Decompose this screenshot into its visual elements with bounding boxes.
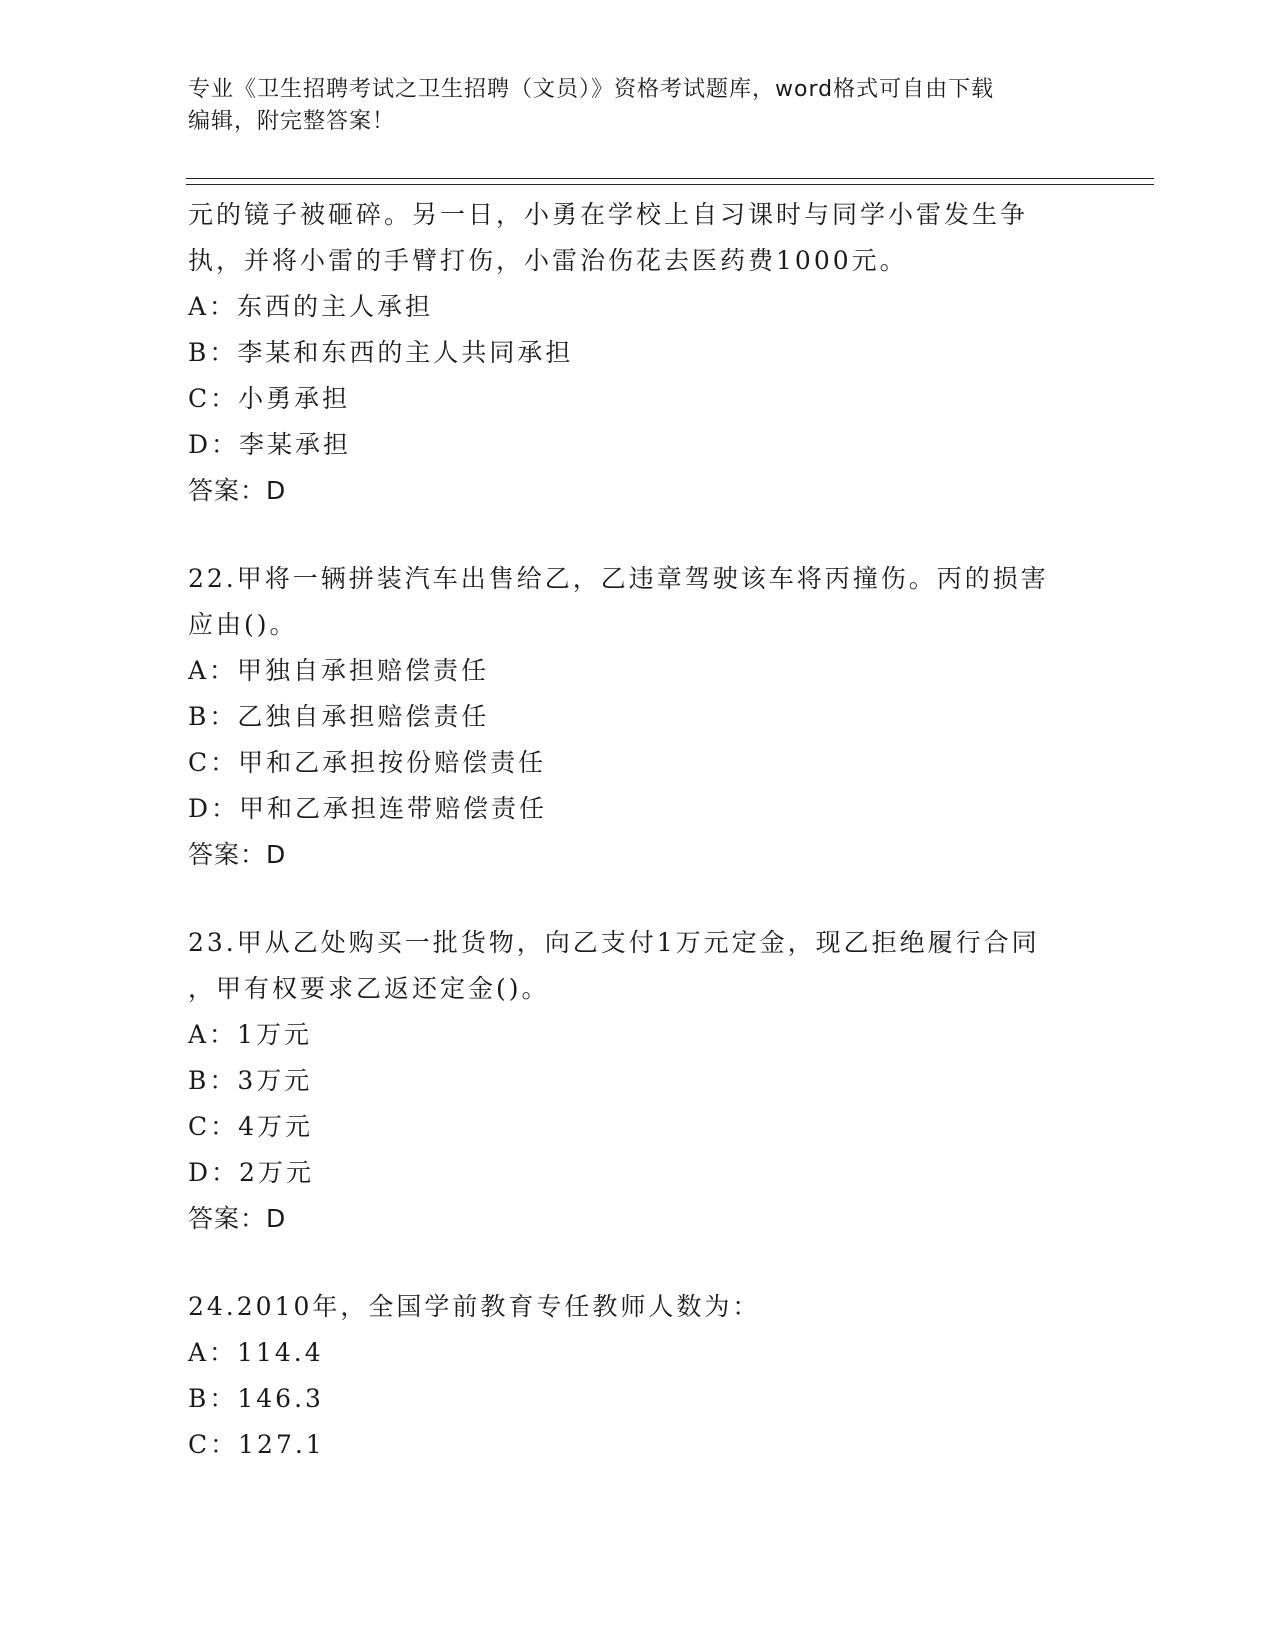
option-c: C：小勇承担	[188, 384, 351, 413]
option-a: A：甲独自承担赔偿责任	[188, 656, 490, 685]
document-body	[188, 192, 1088, 1468]
question-22	[188, 556, 1088, 878]
option-d: D：甲和乙承担连带赔偿责任	[188, 794, 548, 823]
option-c: C：4万元	[188, 1112, 314, 1141]
option-b: B：3万元	[188, 1066, 313, 1095]
option-a: A：东西的主人承担	[188, 292, 434, 321]
option-a: A：114.4	[188, 1338, 324, 1367]
header-line-2: 编辑，附完整答案！	[188, 109, 396, 134]
question-text-line: 24.2010年，全国学前教育专任教师人数为：	[188, 1292, 761, 1321]
option-d: D：2万元	[188, 1158, 314, 1187]
question-text-line: 元的镜子被砸碎。另一日，小勇在学校上自习课时与同学小雷发生争	[188, 200, 1029, 229]
answer-line: 答案：D	[188, 840, 287, 869]
question-24	[188, 1284, 1088, 1468]
question-text-line: 23.甲从乙处购买一批货物，向乙支付1万元定金，现乙拒绝履行合同	[188, 928, 1040, 957]
question-text-line: ，甲有权要求乙返还定金()。	[188, 974, 550, 1003]
option-d: D：李某承担	[188, 430, 352, 459]
document-header	[188, 74, 1088, 138]
question-continuation	[188, 192, 1088, 514]
option-b: B：乙独自承担赔偿责任	[188, 702, 490, 731]
header-line-1: 专业《卫生招聘考试之卫生招聘（文员）》资格考试题库，word格式可自由下载	[188, 77, 995, 102]
option-a: A：1万元	[188, 1020, 312, 1049]
header-divider-bottom	[186, 184, 1154, 185]
question-text-line: 应由()。	[188, 610, 298, 639]
question-23	[188, 920, 1088, 1242]
answer-line: 答案：D	[188, 1204, 287, 1233]
option-b: B：李某和东西的主人共同承担	[188, 338, 574, 367]
option-c: C：甲和乙承担按份赔偿责任	[188, 748, 547, 777]
answer-line: 答案：D	[188, 476, 287, 505]
header-divider-top	[186, 178, 1154, 179]
question-text-line: 执，并将小雷的手臂打伤，小雷治伤花去医药费1000元。	[188, 246, 908, 275]
option-c: C：127.1	[188, 1430, 325, 1459]
question-text-line: 22.甲将一辆拼装汽车出售给乙，乙违章驾驶该车将丙撞伤。丙的损害	[188, 564, 1049, 593]
option-b: B：146.3	[188, 1384, 324, 1413]
